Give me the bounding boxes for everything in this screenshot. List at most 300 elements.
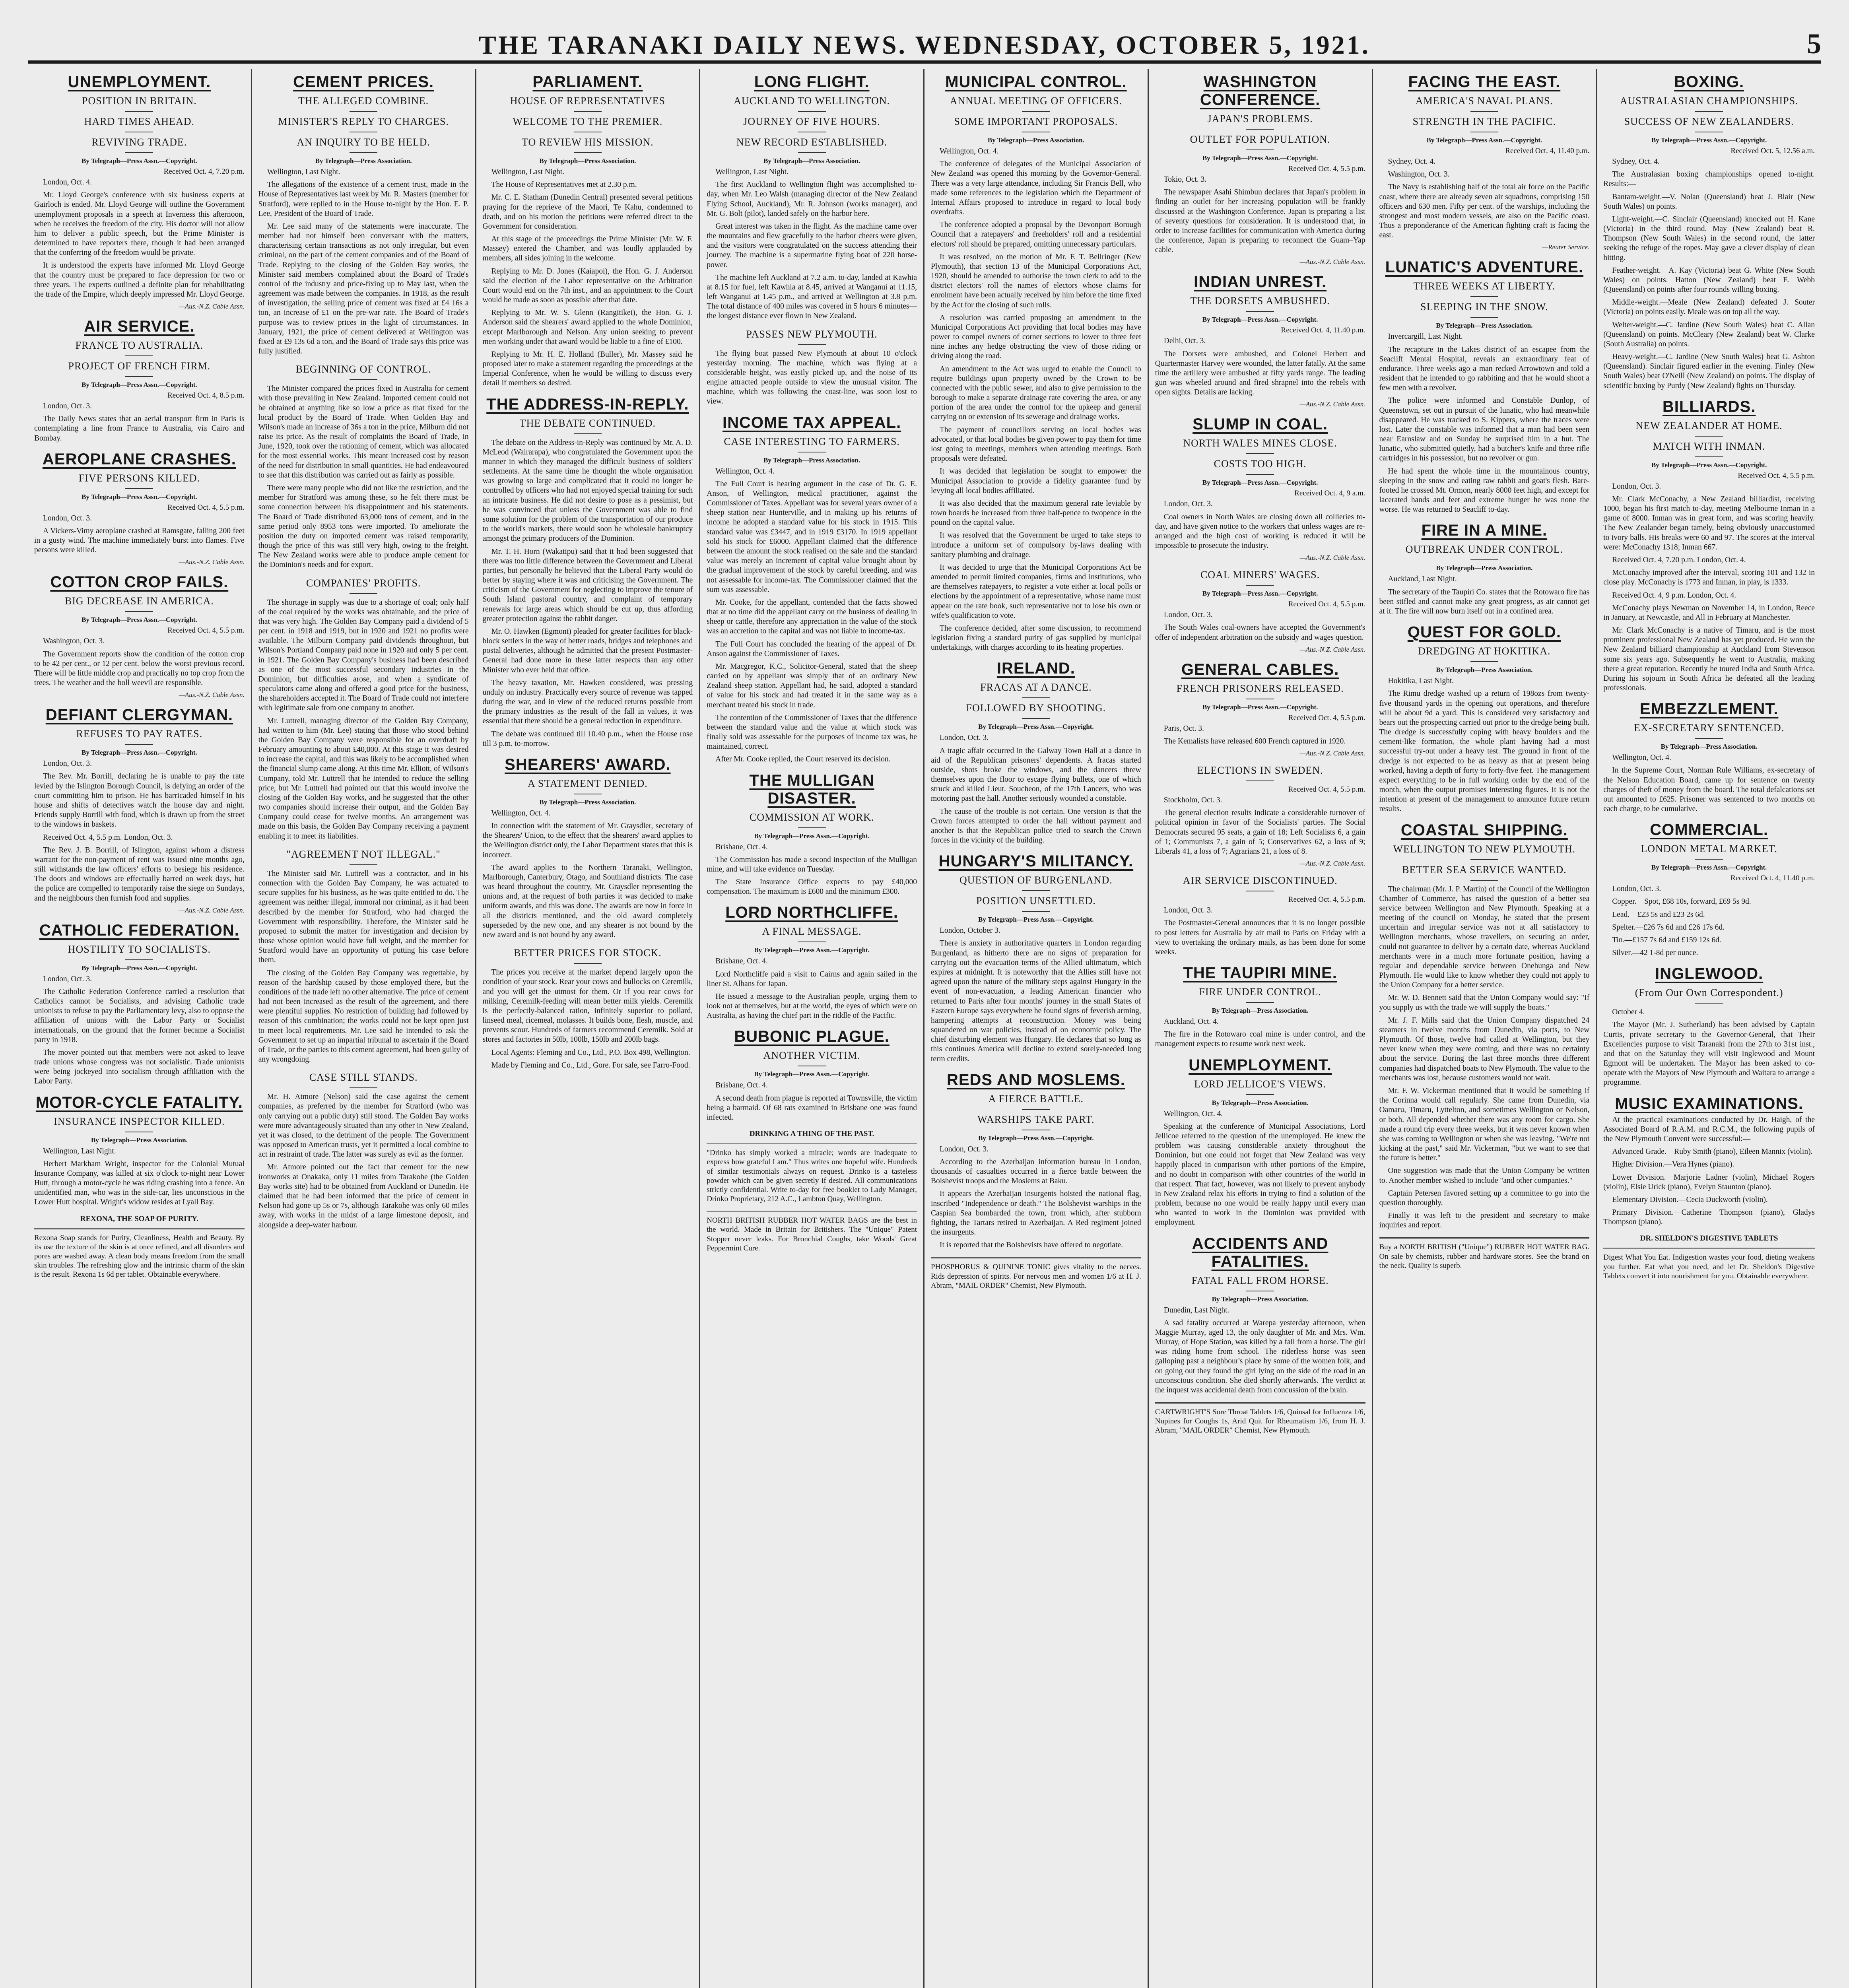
article-headline: BUBONIC PLAGUE. — [734, 1028, 890, 1046]
wire-credit: By Telegraph—Press Association. — [315, 157, 412, 165]
received-dateline: Received Oct. 4, 5.5 p.m. — [167, 503, 245, 512]
wire-credit: By Telegraph—Press Association. — [1436, 322, 1533, 330]
article — [1379, 623, 1590, 814]
article-headline: MUNICIPAL CONTROL. — [945, 73, 1127, 91]
wire-credit: By Telegraph—Press Association. — [1212, 1099, 1309, 1107]
cable-signature: —Aus.-N.Z. Cable Assn. — [179, 558, 245, 566]
article-headline: COMMERCIAL. — [1650, 821, 1768, 839]
article-headline: DEFIANT CLERGYMAN. — [45, 706, 233, 724]
article — [707, 1028, 917, 1122]
article-paragraph: After Mr. Cooke replied, the Court reserved its decision. — [715, 755, 891, 764]
article-paragraph: The recapture in the Lakes district of an escapee from the Seacliff Mental Hospital, reveals an extraordinary feat of endurance. Three weeks ago a man recked Arrowtown and told a resident that he intended to go rabbiting and that he would shoot a few men with a revolver. — [1379, 345, 1590, 392]
article-subheadline: THE DORSETS AMBUSHED. — [1155, 295, 1365, 312]
article-paragraph: The Kemalists have released 600 French captured in 1920. — [1163, 737, 1346, 746]
article — [1603, 700, 1815, 814]
cable-signature: —Reuter Service. — [1542, 243, 1590, 251]
article-headline: THE TAUPIRI MINE. — [1183, 964, 1337, 982]
article — [483, 73, 693, 388]
article — [1155, 415, 1365, 562]
article — [1155, 661, 1365, 757]
article-paragraph: Captain Petersen favored setting up a committee to go into the question thoroughly. — [1379, 1189, 1590, 1207]
article-subheadline: ANNUAL MEETING OF OFFICERS. — [931, 95, 1141, 112]
article-paragraph: Middle-weight.—Meale (New Zealand) defeated J. Souter (Victoria) on points easily. Meale was on top all the way. — [1603, 298, 1815, 316]
cable-signature: —Aus.-N.Z. Cable Assn. — [1299, 749, 1365, 757]
article-subheadline: ANOTHER VICTIM. — [707, 1050, 917, 1066]
article-paragraph: The chairman (Mr. J. P. Martin) of the Council of the Wellington Chamber of Commerce, has raised the question of a better sea service between Wellington and New Plymouth. Speaking at a meeting of the council on Monday, he stated that the present uncertain and irregular service was not at all satisfactory to Wellington merchants, whose travellers, on securing an order, could not guarantee to deliver by a certain date, whereas Auckland merchants were in a much more fortunate position, having a regular and dependable service between Onehunga and New Plymouth. He would like to know whether they could not apply to the Union Company for a better service. — [1379, 885, 1590, 990]
article-subheadline: DREDGING AT HOKITIKA. — [1379, 645, 1590, 662]
article-subheadline: BEGINNING OF CONTROL. — [258, 363, 469, 380]
article-paragraph: A sad fatality occurred at Warepa yesterday afternoon, when Maggie Murray, aged 13, the only daughter of Mr. and Mrs. Wm. Murray, of Hope Station, was killed by a fall from a horse. The girl was riding home from school. The riderless horse was seen galloping past a neighbour's place by some of the women folk, and on going out they found the girl lying on the side of the road in an unconscious condition. She died shortly afterwards. The verdict at the inquest was accidental death from concussion of the brain. — [1155, 1318, 1365, 1394]
article-headline: UNEMPLOYMENT. — [68, 73, 211, 91]
article — [1603, 398, 1815, 693]
article — [1379, 73, 1590, 251]
wire-credit: By Telegraph—Press Assn.—Copyright. — [1202, 316, 1318, 324]
article — [1155, 73, 1365, 266]
received-dateline: Received Oct. 4, 5.5 p.m. — [1288, 785, 1365, 794]
article-headline: COTTON CROP FAILS. — [50, 573, 229, 591]
article-subheadline: OUTBREAK UNDER CONTROL. — [1379, 544, 1590, 560]
article-paragraph: The Minister compared the prices fixed in Australia for cement with those prevailing in New Zealand. Imported cement could not be obtained at anything like so low a price as that fixed for the local product by the Board of Trade. When Golden Bay and Wilson's made an increase of 36s a ton in the price, Milburn did not raise its price. As the result of complaints the Board of Trade, in June, 1920, took over the rationing of cement, which was allocated for the most essential works. This meant increased cost by reason of the need for distribution in small quantities. He had endeavoured to see that this distribution was carried out as fairly as possible. — [258, 384, 469, 480]
article-subheadline: COAL MINERS' WAGES. — [1155, 569, 1365, 586]
article-paragraph: Wellington, Last Night. — [491, 168, 565, 176]
article-paragraph: The allegations of the existence of a cement trust, made in the House of Representatives last week by Mr. R. Masters (member for Stratford), were replied to in the House to-night by the Hon. E. P. Lee, President of the Board of Trade. — [258, 181, 469, 218]
article-subheadline: BETTER SEA SERVICE WANTED. — [1379, 864, 1590, 881]
article-headline: UNEMPLOYMENT. — [1189, 1056, 1332, 1074]
article — [1379, 1237, 1590, 1270]
article-paragraph: The House of Representatives met at 2.30 p.m. — [491, 181, 637, 189]
article-paragraph: Mr. J. F. Mills said that the Union Company dispatched 24 steamers in twelve months from Dunedin, via ports, to New Plymouth. Of those, twelve had called at Wellington, but they never knew when they were coming, and there was no certainty about the service. During the last three months three different companies had dispatched boats to New Plymouth. The value to the merchants was lost, because customers would not wait. — [1379, 1016, 1590, 1082]
article-subheadline: "AGREEMENT NOT ILLEGAL." — [258, 848, 469, 865]
article-subheadline: THREE WEEKS AT LIBERTY. — [1379, 280, 1590, 297]
article-subheadline: HARD TIMES AHEAD. — [34, 116, 245, 132]
article-paragraph: At this stage of the proceedings the Prime Minister (Mr. W. F. Massey) entered the Chamber, and was loudly applauded by members, all sides joining in the welcome. — [482, 235, 693, 263]
article-paragraph: The Government reports show the condition of the cotton crop to be 42 per cent., or 12 per cent. below the worst previous record. There will be little middle crop and practically no top crop from the trees. The weather and the boll weevil are responsible. — [34, 650, 245, 687]
article-paragraph: Spelter.—£26 7s 6d and £26 17s 6d. — [1612, 923, 1725, 932]
article-subheadline: A STATEMENT DENIED. — [483, 778, 693, 794]
article-paragraph: London, Oct. 3. — [1163, 906, 1213, 915]
article-paragraph: McConachy improved after the interval, scoring 101 and 132 in close play. McConachy is 1773 and Inman, in play, is 1333. — [1603, 569, 1815, 587]
article-subheadline: TO REVIEW HIS MISSION. — [483, 136, 693, 153]
article-paragraph: London, Oct. 3. — [940, 734, 989, 742]
article-paragraph: Welter-weight.—C. Jardine (New South Wales) beat C. Allan (Queensland) on points. McCleary (New Zealand) beat W. Clarke (South Australia) on points. — [1603, 320, 1815, 348]
wire-credit: By Telegraph—Press Assn.—Copyright. — [82, 964, 197, 972]
advertisement-heading: DRINKING A THING OF THE PAST. — [749, 1130, 874, 1138]
received-dateline: Received Oct. 4, 5.5 p.m. — [1288, 713, 1365, 722]
article — [1155, 765, 1365, 868]
article-subheadline: NEW RECORD ESTABLISHED. — [707, 136, 917, 153]
cable-signature: —Aus.-N.Z. Cable Assn. — [179, 906, 245, 914]
article-subheadline: COMMISSION AT WORK. — [707, 812, 917, 828]
article-paragraph: Mr. Lee said many of the statements were inaccurate. The member had not himself been conversant with the matters, characterising certain transactions as not only irregular, but even criminal, on the part of the cement companies and of the Board of Trade. Replying to the closing of the Golden Bay works, the Minister said members complained about the Board of Trade's control of the industry and price-fixing up to May last, when the agreement was made between the companies. In 1918, as the result of investigation, the selling price of cement was fixed at £4 16s a ton, an increase of £1 on the pre-war rate. The Board of Trade's purpose was to review prices in the light of circumstances. In January, 1921, the price of cement delivered at Wellington was fixed at £9 13s 6d a ton, and the Board of Trade says this price was fully justified. — [258, 222, 469, 356]
received-dateline: Received Oct. 4, 5.5 p.m. — [167, 626, 245, 635]
wire-credit: By Telegraph—Press Assn.—Copyright. — [978, 1134, 1094, 1142]
article-paragraph: Higher Division.—Vera Hynes (piano). — [1612, 1160, 1734, 1169]
article-paragraph: The Rimu dredge washed up a return of 198ozs from twenty-five thousand yards in the opening out operations, and therefore will be about 9d a yard. This is considered very satisfactory and bears out the prospecting carried out prior to the dredge being built. The dredge is successfully coping with heavy boulders and the cement-like formation, the whole plant having had a most successful try-out under a heavy test. The ground in front of the dredge is not expected to be as heavy as that at present being worked, having a depth of forty to forty-five feet. The management expect everything to be in full working order by the end of the month, when the output promises interesting figures. It is not the intention at present of the management to announce future return results. — [1379, 689, 1590, 813]
article-subheadline: WELCOME TO THE PREMIER. — [483, 116, 693, 132]
article-paragraph: The Navy is establishing half of the total air force on the Pacific coast, where there are already seven air squadrons, comprising 150 officers and 630 men. Fifty per cent. of the warships, including the strongest and most modern vessels, are also on the Pacific coast. Thus a preponderance of the American fighting craft is facing the east. — [1379, 183, 1590, 240]
column-2 — [252, 69, 476, 1988]
article-subheadline: HOSTILITY TO SOCIALISTS. — [34, 944, 245, 960]
article — [34, 450, 245, 567]
received-dateline: Received Oct. 4, 11.40 p.m. — [1505, 147, 1590, 155]
article-headline: GENERAL CABLES. — [1181, 660, 1339, 678]
article-paragraph: The South Wales coal-owners have accepted the Government's offer of independent arbitration on the subsidy and wages question. — [1155, 623, 1365, 642]
article — [258, 848, 469, 1064]
article — [34, 1215, 245, 1279]
article-paragraph: London, Oct. 3. — [1163, 611, 1213, 619]
article — [34, 573, 245, 699]
wire-credit: By Telegraph—Press Association. — [987, 136, 1084, 144]
article-paragraph: Received Oct. 4, 5.5 p.m. London, Oct. 3. — [43, 833, 173, 842]
article-paragraph: According to the Azerbaijan information bureau in London, thousands of casualties occurred in a fierce battle between the Bolshevist troops and the Moslems at Baku. — [931, 1157, 1141, 1186]
article-paragraph: London, Oct. 4. — [43, 178, 92, 186]
article-subheadline: FRACAS AT A DANCE. — [931, 681, 1141, 698]
article-subheadline: OUTLET FOR POPULATION. — [1155, 134, 1365, 150]
article — [1379, 258, 1590, 514]
article-paragraph: Mr. Clark McConachy, a New Zealand billiardist, receiving 1000, began his first match to-day, meeting Melbourne Inman in a game of 8000. Inman was in great form, and was scoring heavily. The New Zealander began tamely, being obviously unaccustomed to ivory balls. His breaks were 60 and 97. The scores at the interval were: McConachy 1318; Inman 667. — [1603, 495, 1815, 551]
article — [34, 73, 245, 311]
cable-signature: —Aus.-N.Z. Cable Assn. — [1299, 554, 1365, 562]
article-paragraph: Delhi, Oct. 3. — [1163, 337, 1206, 346]
article-paragraph: The first Auckland to Wellington flight was accomplished to-day, when Mr. Leo Walsh (managing director of the New Zealand Flying School, Auckland), Mr. R. Johnson (works manager), and Mr. G. Bolt (pilot), landed safely on the harbor here. — [707, 181, 917, 218]
article-paragraph: Invercargill, Last Night. — [1388, 332, 1463, 341]
article-headline: ACCIDENTS AND FATALITIES. — [1192, 1235, 1328, 1270]
article-paragraph: The closing of the Golden Bay Company was regrettable, by reason of the hardship caused by those employed there, but the conditions of the trade left no other alternative. The price of cement had not been increased as the result of the agreement, and there were plentiful supplies. No restriction of building had followed by reason of this combination; the works could not be kept open just to meet local requirements. Mr. Lee said he intended to ask the Government to set up an impartial tribunal to ascertain if the Board of Trade, or the parties to this cement agreement, had been guilty of any wrongdoing. — [258, 969, 469, 1064]
article — [258, 73, 469, 356]
article — [1603, 1095, 1815, 1227]
article-subheadline: A FIERCE BATTLE. — [931, 1093, 1141, 1110]
article-subheadline: SUCCESS OF NEW ZEALANDERS. — [1603, 116, 1815, 132]
article-paragraph: Advanced Grade.—Ruby Smith (piano), Eileen Mannix (violin). — [1612, 1147, 1813, 1156]
article-subheadline: WARSHIPS TAKE PART. — [931, 1114, 1141, 1130]
article-subheadline: BETTER PRICES FOR STOCK. — [483, 947, 693, 964]
article-paragraph: It was decided that legislation be sought to empower the Municipal Association to provide a fidelity guarantee fund by levying all local bodies affiliated. — [931, 467, 1141, 495]
article-paragraph: Elementary Division.—Cecia Duckworth (violin). — [1612, 1195, 1768, 1204]
article-paragraph: The conference of delegates of the Municipal Association of New Zealand was opened this morning by the Governor-General. There was a very large attendance, including Sir Francis Bell, who made some references to the legislation which the Department of Internal Affairs proposed to introduce in regard to local body overdrafts. — [931, 160, 1141, 217]
article-subheadline: INSURANCE INSPECTOR KILLED. — [34, 1116, 245, 1132]
article-paragraph: A Vickers-Vimy aeroplane crashed at Ramsgate, falling 200 feet in a gusty wind. The machine immediately burst into flames. Five persons were killed. — [34, 526, 245, 555]
article-paragraph: Mr. T. H. Horn (Wakatipu) said that it had been suggested that there was too little difference between the Government and Liberal parties, but personally he believed that the Liberal Party would do better by staying where it was and criticising the Government. The criticism of the Government for neglecting to improve the tenure of South Island pastoral country, and complaint of temporary renewals for large areas which should be cut up, thus affording greater protection against the rabbit danger. — [482, 547, 693, 623]
article — [1155, 273, 1365, 408]
article — [1603, 1234, 1815, 1281]
advertisement-text: "Drinko has simply worked a miracle; words are inadequate to express how grateful I am." Thus writes one hopeful wife. Hundreds of similar testimonials always on request. Drinko is a tasteless powder which can be given secretly if desired. All communications strictly confidential. Write to-day for free booklet to Lady Manager, Drinko Proprietary, 212 A.C., Lambton Quay, Wellington. — [707, 1143, 917, 1204]
wire-credit: By Telegraph—Press Association. — [539, 798, 636, 806]
article-headline: MOTOR-CYCLE FATALITY. — [35, 1093, 243, 1111]
article — [1155, 1235, 1365, 1396]
article-paragraph: There were many people who did not like the restriction, and the member for Stratford was among these, so he felt there must be some connection between his disappointment and his statements. The Board of Trade distributed 63,000 tons of cement, and in the same period only 8953 tons were imported. To ameliorate the position the duty on imported cement was raised temporarily, though the price of this was still very high, owing to the freight. The New Zealand works were able to produce ample cement for the Dominion's needs and for export. — [258, 483, 469, 569]
article-paragraph: The newspaper Asahi Shimbun declares that Japan's problem in finding an outlet for her increasing population will be frankly discussed at the Washington Conference. Japan is preparing a list of seventy questions for consideration. It is understood that, in order to increase facilities for communication with America during the conference, Japan is preparing to reconnect the Guam–Yap cable. — [1155, 188, 1365, 254]
article-headline: INGLEWOOD. — [1655, 965, 1764, 983]
article — [1155, 1402, 1365, 1435]
article-paragraph: Speaking at the conference of Municipal Associations, Lord Jellicoe referred to the question of the unemployed. He knew the problem was causing considerable anxiety throughout the Dominion, but one could not forget that New Zealand was very happily placed in comparison with other portions of the Empire, and no doubt in comparison with other countries of the world in that respect. That fact, however, was not likely to prevent anybody in New Zealand relax his efforts in trying to find a solution of the problem, because no one would be really happy until every man who wanted to work in the Dominion was provided with employment. — [1155, 1122, 1365, 1227]
article-paragraph: There is anxiety in authoritative quarters in London regarding Burgenland, as hitherto there are no signs of preparation for carrying out the evacuation terms of the Allied ultimatum, which expires at midnight. It is noteworthy that the Allies still have not agreed upon the nature of the military steps against Hungary in the event of non-evacuation, a leading American financier who returned to Paris after four months' journey in the small States of Eastern Europe says everywhere he found signs of feverish arming, hampering attempts at reconstruction. Money was being squandered on war policies, instead of on economic policy. The chief disturbing element was Hungary. He declares that so long as this continues America will decline to extend sorely-needed long term credits. — [931, 939, 1141, 1063]
article-subheadline: QUESTION OF BURGENLAND. — [931, 874, 1141, 891]
wire-credit: By Telegraph—Press Assn.—Copyright. — [82, 381, 197, 389]
wire-credit: By Telegraph—Press Assn.—Copyright. — [1426, 136, 1542, 144]
article-paragraph: Washington, Oct. 3. — [43, 637, 105, 646]
article-subheadline: PASSES NEW PLYMOUTH. — [707, 328, 917, 345]
column-3 — [476, 69, 701, 1988]
article — [258, 363, 469, 570]
article — [707, 1130, 917, 1204]
cable-signature: —Aus.-N.Z. Cable Assn. — [179, 691, 245, 699]
article-headline: LORD NORTHCLIFFE. — [725, 904, 898, 922]
article-headline: FIRE IN A MINE. — [1421, 522, 1548, 540]
article-paragraph: It was resolved, on the motion of Mr. F. T. Bellringer (New Plymouth), that section 13 of the Municipal Corporations Act, 1920, should be amended to authorise the town clerk to add to the district electors' roll the names of electors whose claims for enrolment have been actually received by him before the time fixed by the Act for the closing of such rolls. — [931, 252, 1141, 309]
article — [34, 706, 245, 914]
article-paragraph: Wellington, Oct. 4. — [491, 809, 550, 817]
article-headline: INDIAN UNREST. — [1194, 273, 1327, 291]
article-paragraph: Brisbane, Oct. 4. — [715, 957, 768, 966]
article — [34, 318, 245, 443]
received-dateline: Received Oct. 4, 5.5 p.m. — [1288, 165, 1365, 173]
article-paragraph: The general election results indicate a considerable turnover of political opinion in favor of the Socialists' parties. The Social Democrats secured 95 seats, a gain of 18; Left Socialists 6, a gain of 1; Communists 7, a gain of 5; Conservatives 62, a loss of 9; Liberals 41, a loss of 7; Agrarians 21, a loss of 8. — [1155, 809, 1365, 856]
article-paragraph: The secretary of the Taupiri Co. states that the Rotowaro fire has been stifled and cannot make any great progress, as air cannot get at it. The fire will now burn itself out in a confined area. — [1379, 588, 1590, 615]
column-7 — [1373, 69, 1597, 1988]
article — [483, 756, 693, 940]
article — [483, 947, 693, 1070]
article-paragraph: The award applies to the Northern Taranaki, Wellington, Marlborough, Canterbury, Otago, and Southland districts. The case was heard throughout the country, Mr. Graysdler representing the unions and, at the request of both parties it was decided to make uniform awards, and this was done. The awards are now in force in all the districts mentioned, and the old award completely superseded by the new one, and any shearer is not bound by the new award and is not bound by any award. — [482, 863, 693, 939]
article-headline: AEROPLANE CRASHES. — [42, 450, 236, 468]
article-subheadline: HOUSE OF REPRESENTATIVES — [483, 95, 693, 112]
article-paragraph: The Rev. J. B. Borrill, of Islington, against whom a distress warrant for the non-payment of rent was issued nine months ago, still withstands the law officers' efforts to besiege his residence. The doors and windows are effectually barred on week days, but the police are compelled to temporarily raise the siege on Sundays, and the neighbours then furnish food and supplies. — [34, 846, 245, 903]
article-paragraph: In the Supreme Court, Norman Rule Williams, ex-secretary of the Nelson Education Board, came up for sentence on twenty charges of theft of money from the board. The total defalcations set out amounted to £625. Prisoner was sentenced to two months on each charge, to be cumulative. — [1603, 766, 1815, 813]
article-headline: INCOME TAX APPEAL. — [723, 414, 901, 431]
article-subheadline: MINISTER'S REPLY TO CHARGES. — [258, 116, 469, 132]
article-paragraph: Wellington, Last Night. — [43, 1147, 116, 1155]
article-subheadline: THE ALLEGED COMBINE. — [258, 95, 469, 112]
article — [34, 922, 245, 1087]
article — [1155, 964, 1365, 1049]
article-headline: COASTAL SHIPPING. — [1400, 821, 1568, 839]
article-paragraph: The Full Court is hearing argument in the case of Dr. G. E. Anson, of Wellington, medical practitioner, against the Commissioner of Taxes. Appellant was for several years owner of a sheep station near Hunterville, and in making up his returns of income he adopted a standard value for his stock in 1915. This standard value was £3447, and in 1919 £3170. In 1919 appellant sold his stock for £6000. Appellant claimed that the difference between the amount the stock realised on the sale and the standard value was merely an increment of capital value brought about by the gradual improvement of the stock by careful breeding, and was not assessable for income-tax. The Commissioner claimed that the sum was assessable. — [707, 480, 917, 594]
article-paragraph: The machine left Auckland at 7.2 a.m. to-day, landed at Kawhia at 8.15 for fuel, left Kawhia at 8.45, arrived at Wanganui at 11.15, left Wanganui at 1.45 p.m., and arrived at Wellington at 3.8 p.m. The total distance of 400 miles was covered in 5 hours 6 minutes—the longest distance ever flown in New Zealand. — [707, 273, 917, 320]
received-dateline: Received Oct. 4, 5.5 p.m. — [1288, 895, 1365, 904]
wire-credit: By Telegraph—Press Assn.—Copyright. — [978, 723, 1094, 731]
article-paragraph: It appears the Azerbaijan insurgents hoisted the national flag, inscribed "Independence or death." The Bolshevist warships in the Caspian Sea bombarded the town, from which, after stubborn fighting, the Tartars retired to Azerbaijan. A Red regiment joined the insurgents. — [931, 1190, 1141, 1237]
article-paragraph: The Catholic Federation Conference carried a resolution that Catholics cannot be Socialists, and advising Catholic trade unionists to refuse to pay the Parliamentary levy, also to oppose the affiliation of unions with the Labor Party or Socialist internationals, on the ground that the former became a Socialist party in 1918. — [34, 987, 245, 1044]
article-paragraph: He issued a message to the Australian people, urging them to look not at themselves, but at the world, the eyes of which were on Australia, as having the chief part in the riddle of the Pacific. — [707, 992, 917, 1020]
article-paragraph: It was resolved that the Government be urged to take steps to introduce a uniform set of compulsory by-laws dealing with sanitary plumbing and drainage. — [931, 531, 1141, 559]
article-subheadline: AUCKLAND TO WELLINGTON. — [707, 95, 917, 112]
article — [707, 73, 917, 321]
article-paragraph: One suggestion was made that the Union Company be written to. Another member wished to include "and other companies." — [1379, 1167, 1590, 1185]
article-subheadline: FIRE UNDER CONTROL. — [1155, 986, 1365, 1003]
article-headline: QUEST FOR GOLD. — [1407, 623, 1561, 641]
wire-credit: By Telegraph—Press Assn.—Copyright. — [1202, 590, 1318, 598]
article — [1155, 875, 1365, 957]
column-1 — [28, 69, 252, 1988]
article-paragraph: Mr. Macgregor, K.C., Solicitor-General, stated that the sheep carried on by appellant was simply that of an ordinary New Zealand sheep station. Appellant had, he said, adopted a standard of value for his stock and had treated it in the same way as a merchant treated his stock in trade. — [707, 662, 917, 709]
advertisement-text: Rexona Soap stands for Purity, Cleanliness, Health and Beauty. By its use the texture of the skin is at once refined, and all disorders and pores are washed away. A clean body means freedom from the small skin troubles. The refreshing glow and the intrinsic charm of the skin is the result. Rexona 1s 6d per tablet. Obtainable everywhere. — [34, 1228, 245, 1279]
wire-credit: By Telegraph—Press Assn.—Copyright. — [1651, 864, 1767, 872]
article-paragraph: Brisbane, Oct. 4. — [715, 1081, 768, 1090]
article-headline: CATHOLIC FEDERATION. — [39, 921, 239, 939]
wire-credit: By Telegraph—Press Association. — [91, 1136, 188, 1144]
article-headline: CEMENT PRICES. — [293, 73, 434, 91]
advertisement-text: Buy a NORTH BRITISH ("Unique") RUBBER HOT WATER BAG. On sale by chemists, rubber and hardware stores. See the brand on the neck. Quality is superb. — [1379, 1237, 1590, 1270]
article — [1379, 821, 1590, 1231]
received-dateline: Received Oct. 4, 11.40 p.m. — [1281, 326, 1365, 335]
article-subheadline: EX-SECRETARY SENTENCED. — [1603, 722, 1815, 739]
article-paragraph: Wellington, Oct. 4. — [940, 147, 999, 155]
article-paragraph: Mr. Luttrell, managing director of the Golden Bay Company, had written to him (Mr. Lee) stating that those who stood behind the Golden Bay Company were responsible for an overdraft by February amounting to about £40,000. At this stage it was desired to increase the capital, and this was likely to be accomplished when the financial slump came along. At this time Mr. Elliott, of Wilson's Company, told Mr. Luttrell that he intended to reduce the selling price, but Mr. Luttrell had pointed out that this would involve the closing of the Golden Bay works, and he suggested that the other two companies should increase their output, and the Golden Bay Company could cease for twelve months. An arrangement was made on this basis, the Golden Bay Company receiving a payment enabling it to meet its liabilities. — [258, 716, 469, 841]
article-headline: LONG FLIGHT. — [754, 73, 870, 91]
cable-signature: —Aus.-N.Z. Cable Assn. — [1299, 860, 1365, 868]
article-subheadline: REVIVING TRADE. — [34, 136, 245, 153]
article-paragraph: Lower Division.—Marjorie Ladner (violin), Michael Rogers (violin), Elsie Urick (piano), Evelyn Staunton (piano). — [1603, 1173, 1815, 1191]
wire-credit: By Telegraph—Press Association. — [1661, 743, 1758, 751]
article-headline: PARLIAMENT. — [532, 73, 643, 91]
article — [258, 1072, 469, 1230]
article-subheadline: AIR SERVICE DISCONTINUED. — [1155, 875, 1365, 891]
advertisement-heading: DR. SHELDON'S DIGESTIVE TABLETS — [1640, 1234, 1778, 1243]
article-paragraph: Mr. Cooke, for the appellant, contended that the facts showed that at no time did the appellant carry on the business of dealing in sheep or cattle, therefore any appreciation in the value of the stock was an accretion to the capital and was not liable to income-tax. — [707, 598, 917, 636]
article-subheadline: JAPAN'S PROBLEMS. — [1155, 113, 1365, 130]
wire-credit: By Telegraph—Press Association. — [539, 157, 636, 165]
article — [707, 1211, 917, 1253]
article-subheadline: ELECTIONS IN SWEDEN. — [1155, 765, 1365, 781]
article-headline: SLUMP IN COAL. — [1193, 415, 1328, 433]
received-dateline: Received Oct. 4, 7.20 p.m. — [163, 167, 245, 176]
newspaper-title: THE TARANAKI DAILY NEWS. WEDNESDAY, OCTOBER 5, 1921. — [478, 31, 1371, 60]
article-paragraph: Auckland, Oct. 4. — [1163, 1017, 1219, 1026]
article-paragraph: October 4. — [1612, 1008, 1645, 1017]
article-paragraph: Hokitika, Last Night. — [1388, 677, 1454, 685]
article-paragraph: The Commission has made a second inspection of the Mulligan mine, and will take evidence on Tuesday. — [707, 855, 917, 874]
cable-signature: —Aus.-N.Z. Cable Assn. — [1299, 258, 1365, 266]
article-paragraph: Mr. F. W. Vickerman mentioned that it would be something if the Corinna would call regularly. She came from Dunedin, via Oamaru, Timaru, Lyttelton, and sometimes Wellington or Nelson, or both. All depended whether there was any room for cargo. She made a round trip every three weeks, but it was never known when she was coming to Wellington or when she was leaving. "We're not kicking at the past," said Mr. Vickerman, "but we want to see that the future is better." — [1379, 1087, 1590, 1163]
wire-credit: By Telegraph—Press Association. — [1212, 1295, 1309, 1303]
article-subheadline: CASE INTERESTING TO FARMERS. — [707, 436, 917, 452]
article-paragraph: Copper.—Spot, £68 10s, forward, £69 5s 9d. — [1612, 897, 1751, 906]
article-paragraph: Tokio, Oct. 3. — [1163, 175, 1207, 184]
article — [707, 328, 917, 407]
article-subheadline: FRENCH PRISONERS RELEASED. — [1155, 683, 1365, 699]
article-paragraph: Lord Northcliffe paid a visit to Cairns and again sailed in the liner St. Albans for Japan. — [707, 970, 917, 988]
article-headline: THE MULLIGAN DISASTER. — [749, 771, 874, 807]
cable-signature: —Aus.-N.Z. Cable Assn. — [179, 303, 245, 311]
article-paragraph: The heavy taxation, Mr. Hawken considered, was pressing unduly on industry. Practically every source of revenue was tapped during the war, and in view of the reduced returns possible from the primary industries as the result of the fall in values, it was essential that there should be a general reduction in expenditure. — [482, 678, 693, 726]
article-paragraph: Made by Fleming and Co., Ltd., Gore. For sale, see Farro-Food. — [491, 1061, 690, 1070]
article-paragraph: The prices you receive at the market depend largely upon the condition of your stock. Rear your cows and bullocks on Ceremilk, and you will get the utmost for them. Or if you rear cows for milking, Ceremilk-feeding will mean better milk yields. Ceremilk is the perfectly-balanced ration, infinitely superior to pollard, linseed meal, ricemeal, molasses. It builds bone, flesh, muscle, and prevents scour. Hundreds of farmers recommend Ceremilk. Sold at stores and factories in 50lb, 100lb, 150lb and 200lb bags. — [482, 968, 693, 1044]
article — [931, 660, 1141, 845]
article-subheadline: COSTS TOO HIGH. — [1155, 458, 1365, 475]
article-paragraph: London, Oct. 3. — [43, 975, 92, 983]
wire-credit: By Telegraph—Press Association. — [1436, 564, 1533, 572]
article-paragraph: The conference decided, after some discussion, to recommend legislation fixing a standard purity of gas supplied by municipal undertakings, with charges according to its heating properties. — [931, 624, 1141, 652]
article-paragraph: London, Oct. 3. — [43, 514, 92, 522]
article-subheadline: NEW ZEALANDER AT HOME. — [1603, 420, 1815, 437]
article-paragraph: Feather-weight.—A. Kay (Victoria) beat G. White (New South Wales) on points. Hatton (New Zealand) beat E. Webb (Queensland) on points after four rounds willing boxing. — [1603, 266, 1815, 294]
cable-signature: —Aus.-N.Z. Cable Assn. — [1299, 400, 1365, 408]
article-paragraph: London, Oct. 3. — [43, 759, 92, 768]
column-8 — [1597, 69, 1821, 1988]
article-paragraph: Light-weight.—C. Sinclair (Queensland) knocked out H. Kane (Victoria) in the third round. May (New Zealand) beat R. Thompson (New South Wales) in the second round, the latter seeking the refuge of the ropes. May gave a clever display of clean hitting. — [1603, 215, 1815, 262]
article — [34, 1094, 245, 1208]
article-subheadline: SLEEPING IN THE SNOW. — [1379, 301, 1590, 318]
article-subheadline: NORTH WALES MINES CLOSE. — [1155, 437, 1365, 454]
article-subheadline: THE DEBATE CONTINUED. — [483, 417, 693, 434]
article — [1603, 73, 1815, 391]
masthead — [28, 28, 1821, 64]
received-dateline: Received Oct. 4, 8.5 p.m. — [167, 391, 245, 400]
article-paragraph: Dunedin, Last Night. — [1163, 1306, 1229, 1314]
article-paragraph: Wellington, Oct. 4. — [715, 467, 775, 476]
wire-credit: By Telegraph—Press Assn.—Copyright. — [1651, 136, 1767, 144]
article-subheadline: AMERICA'S NAVAL PLANS. — [1379, 95, 1590, 112]
article — [1603, 821, 1815, 958]
article-subheadline: A FINAL MESSAGE. — [707, 926, 917, 942]
article-paragraph: The shortage in supply was due to a shortage of coal; only half of the coal required by the works was obtainable, and the price of that was very high. The Golden Bay Company paid a dividend of 5 per cent. in 1918 and 1919, but in 1920 and 1921 no profits were available. The Milburn Company paid dividends throughout, but Wilson's Portland Company paid none in 1920 and only 5 per cent. in 1921. The Golden Bay Company's business had been described as one of the most successful secondary industries in the Dominion, but difficulties arose, and when a syndicate of speculators came along and offered a good price for the business, the shareholders accepted it. The Board of Trade could not interfere with legitimate sale from one company to another. — [258, 598, 469, 712]
article-paragraph: Great interest was taken in the flight. As the machine came over the mountains and flew gracefully to the harbor cheers were given, and the visitors were congratulated on the success attending their journey. The machine is a supermarine flying boat of 220 horse-power. — [707, 222, 917, 269]
article-paragraph: The Postmaster-General announces that it is no longer possible to post letters for Australia by air mail to Paris on Friday with a view to overtaking the ordinary mails, as has been done for some weeks. — [1155, 919, 1365, 956]
article-headline: LUNATIC'S ADVENTURE. — [1385, 258, 1584, 276]
wire-credit: By Telegraph—Press Association. — [763, 157, 860, 165]
article-paragraph: A resolution was carried proposing an amendment to the Municipal Corporations Act providing that local bodies may have power to compel owners of corner sections to lower to three feet nine inches any hedge obstructing the view of those riding or driving along the road. — [931, 313, 1141, 361]
article-headline: FACING THE EAST. — [1408, 73, 1561, 91]
article — [931, 1257, 1141, 1290]
article — [1155, 1056, 1365, 1228]
article-paragraph: Replying to Mr. D. Jones (Kaiapoi), the Hon. G. J. Anderson said the election of the Labor representative on the Arbitration Court would end on the 7th inst., and an appointment to the Court would be made as soon as possible after that date. — [482, 267, 693, 305]
article-headline: MUSIC EXAMINATIONS. — [1615, 1095, 1804, 1112]
article-paragraph: The flying boat passed New Plymouth at about 10 o'clock yesterday morning. The machine, which was flying at a considerable height, was easily picked up, and the noise of its engine attracted people outside to view the unusual visitor. The machine, which was following the coast-line, was soon lost to view. — [707, 349, 917, 406]
article-headline: WASHINGTON CONFERENCE. — [1200, 73, 1321, 109]
article-subheadline: JOURNEY OF FIVE HOURS. — [707, 116, 917, 132]
article-paragraph: Stockholm, Oct. 3. — [1163, 796, 1222, 805]
article-subheadline: SOME IMPORTANT PROPOSALS. — [931, 116, 1141, 132]
article-paragraph: Lead.—£23 5s and £23 2s 6d. — [1612, 910, 1705, 919]
article-paragraph: Local Agents: Fleming and Co., Ltd., P.O. Box 498, Wellington. — [491, 1048, 690, 1057]
article-subheadline: PROJECT OF FRENCH FIRM. — [34, 360, 245, 377]
article — [707, 414, 917, 765]
article-paragraph: Sydney, Oct. 4. — [1388, 157, 1436, 166]
article-paragraph: Mr. Atmore pointed out the fact that cement for the new ironworks at Onakaka, only 11 miles from Tarakohe (the Golden Bay works site) had to be obtained from Auckland or Dunedin. He claimed that he had been informed that the price of cement in Nelson had gone up 5s or 7s, although Tarakohe was only 60 miles away, with works in the midst of a large limestone deposit, and alongside a deep-water harbour. — [258, 1163, 469, 1229]
article-subheadline: WELLINGTON TO NEW PLYMOUTH. — [1379, 843, 1590, 860]
article — [931, 73, 1141, 652]
article-paragraph: London, Oct. 3. — [1612, 885, 1661, 893]
article-headline: BOXING. — [1674, 73, 1744, 91]
article-paragraph: The cause of the trouble is not certain. One version is that the Crown forces attempted to order the hall without payment and another is that the Republican police tried to search the Crown forces in the vicinity of the building. — [931, 807, 1141, 845]
article-paragraph: Mr. O. Hawken (Egmont) pleaded for greater facilities for black-block settlers in the way of better roads, bridges and telephones and postal deliveries, although he admitted that the present Postmaster-General had done more in these latter respects than any other Minister who ever held that office. — [482, 627, 693, 674]
article-paragraph: Sydney, Oct. 4. — [1612, 157, 1660, 166]
article-paragraph: The conference adopted a proposal by the Devonport Borough Council that a ratepayers' and freeholders' roll and a residential electors' roll should be prepared, omitting unnecessary particulars. — [931, 221, 1141, 248]
article-paragraph: Received Oct. 4, 7.20 p.m. London, Oct. 4. — [1612, 555, 1746, 564]
wire-credit: By Telegraph—Press Assn.—Copyright. — [978, 916, 1094, 924]
article-subheadline: FATAL FALL FROM HORSE. — [1155, 1275, 1365, 1291]
article-subheadline: FIVE PERSONS KILLED. — [34, 472, 245, 489]
article-paragraph: The fire in the Rotowaro coal mine is under control, and the management expects to resume work next week. — [1155, 1030, 1365, 1048]
article-headline: REDS AND MOSLEMS. — [946, 1071, 1125, 1089]
article-paragraph: An amendment to the Act was urged to enable the Council to require buildings upon property owned by the Crown to be connected with the public sewer, and also to give permission to the borough to make a separate drainage rate covering the area, or any portion of the area under the control for the upkeep and general carrying on or extension of its sewerage and drainage works. — [931, 365, 1141, 421]
article-paragraph: The Mayor (Mr. J. Sutherland) has been advised by Captain Curtis, private secretary to the Governor-General, that Their Excellencies purpose to visit Taranaki from the 27th to 31st inst., and that on the Saturday they will visit Inglewood and Mount Egmont will be undertaken. The Mayor has been asked to co-operate with the Mayors of New Plymouth and Waitara to arrange a programme. — [1603, 1021, 1815, 1087]
article-paragraph: Auckland, Last Night. — [1388, 575, 1457, 584]
article-subheadline: STRENGTH IN THE PACIFIC. — [1379, 116, 1590, 132]
article-headline: HUNGARY'S MILITANCY. — [938, 852, 1134, 870]
wire-credit: By Telegraph—Press Assn.—Copyright. — [1202, 703, 1318, 711]
wire-credit: By Telegraph—Press Association. — [1212, 1007, 1309, 1015]
article-paragraph: Wellington, Oct. 4. — [1163, 1109, 1223, 1118]
article-paragraph: Wellington, Oct. 4. — [1612, 753, 1671, 762]
wire-credit: By Telegraph—Press Association. — [763, 456, 860, 464]
article — [1603, 965, 1815, 1087]
article-paragraph: London, Oct. 3. — [43, 402, 92, 411]
received-dateline: Received Oct. 5, 12.56 a.m. — [1731, 147, 1815, 155]
article — [707, 904, 917, 1021]
advertisement-text: Digest What You Eat. Indigestion wastes your food, dieting weakens you further. Eat what you need, and let Dr. Sheldon's Digestive Tablets convert it into nourishment for you. Obtainable everywhere. — [1603, 1248, 1815, 1281]
article-paragraph: McConachy plays Newman on November 14, in London, Reece in January, at Newcastle, and All in February at Manchester. — [1603, 604, 1815, 622]
article-paragraph: London, Oct. 3. — [1612, 482, 1661, 491]
